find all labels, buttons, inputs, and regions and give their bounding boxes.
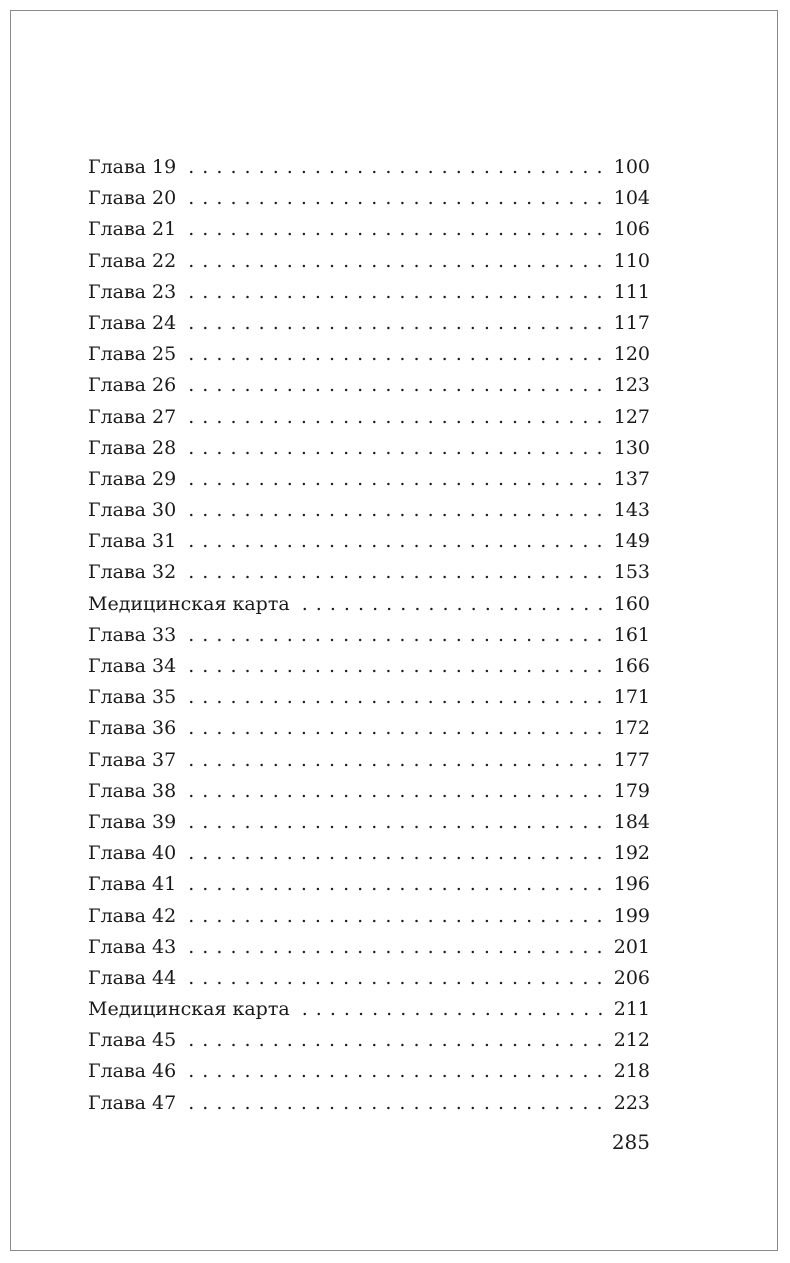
toc-dot-leader bbox=[188, 308, 612, 339]
toc-entry bbox=[88, 994, 650, 1025]
toc-dot-leader bbox=[302, 994, 612, 1025]
toc-entry-page: 106 bbox=[613, 218, 650, 241]
toc-entry bbox=[88, 869, 650, 900]
toc-entry-title: Глава 39 bbox=[88, 810, 177, 833]
toc-entry-page: 201 bbox=[613, 935, 650, 958]
toc-entry-title: Глава 34 bbox=[88, 655, 177, 677]
toc-dot-leader bbox=[188, 932, 612, 963]
toc-entry bbox=[88, 495, 650, 526]
toc-entry bbox=[88, 776, 650, 807]
toc-entry-title: Глава 26 bbox=[88, 374, 177, 397]
toc-entry bbox=[88, 901, 650, 932]
toc-dot-leader bbox=[188, 526, 612, 557]
toc-dot-leader bbox=[188, 1088, 612, 1119]
toc-entry-page: 199 bbox=[613, 904, 650, 927]
toc-entry bbox=[88, 277, 650, 308]
toc-entry-page: 120 bbox=[613, 343, 650, 366]
toc-entry-title: Глава 19 bbox=[88, 156, 177, 178]
toc-entry-page: 153 bbox=[613, 561, 650, 584]
toc-dot-leader bbox=[188, 464, 612, 495]
toc-dot-leader bbox=[188, 495, 612, 526]
toc-entry-page: 171 bbox=[613, 686, 650, 709]
toc-entry-title: Медицинская карта bbox=[88, 998, 290, 1021]
toc-dot-leader bbox=[188, 277, 612, 308]
toc-entry-title: Глава 32 bbox=[88, 561, 177, 584]
toc-entry bbox=[88, 339, 650, 370]
toc-entry-page: 177 bbox=[613, 748, 650, 771]
toc-entry bbox=[88, 932, 650, 963]
toc-dot-leader bbox=[188, 807, 612, 838]
toc-entry bbox=[88, 745, 650, 776]
toc-entry-page: 211 bbox=[613, 998, 650, 1021]
toc-entry bbox=[88, 807, 650, 838]
toc-entry-title: Глава 37 bbox=[88, 748, 177, 771]
toc-entry bbox=[88, 526, 650, 557]
toc-dot-leader bbox=[188, 745, 612, 776]
toc-entry-title: Глава 29 bbox=[88, 467, 177, 490]
toc-entry-page: 179 bbox=[613, 779, 650, 802]
toc-dot-leader bbox=[188, 214, 612, 245]
toc-entry-page: 192 bbox=[613, 842, 650, 865]
toc-entry-page: 161 bbox=[613, 623, 650, 646]
toc-entry bbox=[88, 433, 650, 464]
toc-entry-page: 117 bbox=[613, 311, 650, 334]
toc-dot-leader bbox=[188, 370, 612, 401]
toc-entry-title: Глава 31 bbox=[88, 530, 177, 553]
toc-entry-title: Глава 22 bbox=[88, 249, 177, 272]
toc-entry bbox=[88, 620, 650, 651]
toc-entry-page: 137 bbox=[613, 467, 650, 490]
toc-entry-page: 160 bbox=[613, 592, 650, 615]
toc-entry bbox=[88, 402, 650, 433]
table-of-contents bbox=[88, 152, 650, 1119]
toc-dot-leader bbox=[188, 557, 612, 588]
toc-dot-leader bbox=[188, 651, 612, 682]
toc-entry bbox=[88, 1056, 650, 1087]
toc-entry bbox=[88, 1025, 650, 1056]
toc-entry bbox=[88, 1088, 650, 1119]
toc-entry-title: Глава 23 bbox=[88, 280, 177, 303]
toc-dot-leader bbox=[188, 339, 612, 370]
toc-entry-page: 104 bbox=[613, 187, 650, 210]
toc-entry-title: Глава 27 bbox=[88, 405, 177, 428]
toc-entry-title: Глава 47 bbox=[88, 1091, 177, 1114]
toc-entry-page: 127 bbox=[613, 405, 650, 428]
toc-dot-leader bbox=[188, 402, 612, 433]
toc-entry bbox=[88, 308, 650, 339]
toc-entry bbox=[88, 963, 650, 994]
toc-entry-title: Глава 33 bbox=[88, 623, 177, 646]
toc-entry-title: Глава 21 bbox=[88, 218, 177, 241]
toc-dot-leader bbox=[188, 682, 612, 713]
toc-entry bbox=[88, 682, 650, 713]
toc-entry bbox=[88, 589, 650, 620]
toc-dot-leader bbox=[188, 713, 612, 744]
toc-dot-leader bbox=[188, 433, 612, 464]
toc-entry-title: Глава 35 bbox=[88, 686, 177, 709]
toc-entry-page: 223 bbox=[613, 1091, 650, 1114]
toc-entry bbox=[88, 246, 650, 277]
toc-entry-page: 130 bbox=[613, 436, 650, 459]
toc-entry bbox=[88, 183, 650, 214]
page-number: 285 bbox=[611, 1130, 650, 1154]
toc-dot-leader bbox=[188, 152, 612, 183]
toc-entry bbox=[88, 713, 650, 744]
toc-entry-page: 110 bbox=[613, 249, 650, 272]
toc-dot-leader bbox=[302, 589, 612, 620]
toc-entry-page: 149 bbox=[613, 530, 650, 553]
toc-entry-title: Глава 40 bbox=[88, 842, 177, 865]
toc-entry-title: Глава 41 bbox=[88, 873, 177, 896]
toc-dot-leader bbox=[188, 963, 612, 994]
toc-entry-title: Глава 38 bbox=[88, 779, 177, 802]
toc-entry-title: Глава 30 bbox=[88, 499, 177, 522]
toc-entry-page: 166 bbox=[613, 655, 650, 677]
toc-entry-page: 196 bbox=[613, 873, 650, 896]
toc-entry bbox=[88, 152, 650, 183]
toc-entry-page: 143 bbox=[613, 499, 650, 522]
toc-entry-page: 100 bbox=[613, 156, 650, 178]
toc-dot-leader bbox=[188, 183, 612, 214]
toc-entry-title: Глава 24 bbox=[88, 311, 177, 334]
toc-entry bbox=[88, 214, 650, 245]
toc-dot-leader bbox=[188, 901, 612, 932]
toc-entry bbox=[88, 838, 650, 869]
toc-entry-title: Медицинская карта bbox=[88, 592, 290, 615]
toc-dot-leader bbox=[188, 246, 612, 277]
toc-entry-page: 212 bbox=[613, 1029, 650, 1052]
toc-dot-leader bbox=[188, 776, 612, 807]
toc-entry-title: Глава 28 bbox=[88, 436, 177, 459]
toc-entry-page: 111 bbox=[613, 280, 650, 303]
toc-entry-title: Глава 20 bbox=[88, 187, 177, 210]
toc-entry-title: Глава 42 bbox=[88, 904, 177, 927]
toc-dot-leader bbox=[188, 1056, 612, 1087]
toc-dot-leader bbox=[188, 869, 612, 900]
toc-dot-leader bbox=[188, 620, 612, 651]
toc-entry bbox=[88, 557, 650, 588]
toc-entry bbox=[88, 464, 650, 495]
toc-entry bbox=[88, 370, 650, 401]
toc-entry-title: Глава 25 bbox=[88, 343, 177, 366]
toc-entry-page: 172 bbox=[613, 717, 650, 740]
toc-entry-title: Глава 36 bbox=[88, 717, 177, 740]
toc-entry-title: Глава 46 bbox=[88, 1060, 177, 1083]
toc-entry-page: 218 bbox=[613, 1060, 650, 1083]
toc-entry-page: 206 bbox=[613, 966, 650, 989]
toc-entry-page: 123 bbox=[613, 374, 650, 397]
toc-entry-title: Глава 45 bbox=[88, 1029, 177, 1052]
toc-dot-leader bbox=[188, 838, 612, 869]
toc-entry-title: Глава 43 bbox=[88, 935, 177, 958]
toc-entry bbox=[88, 651, 650, 682]
toc-entry-title: Глава 44 bbox=[88, 966, 177, 989]
toc-entry-page: 184 bbox=[613, 810, 650, 833]
toc-dot-leader bbox=[188, 1025, 612, 1056]
